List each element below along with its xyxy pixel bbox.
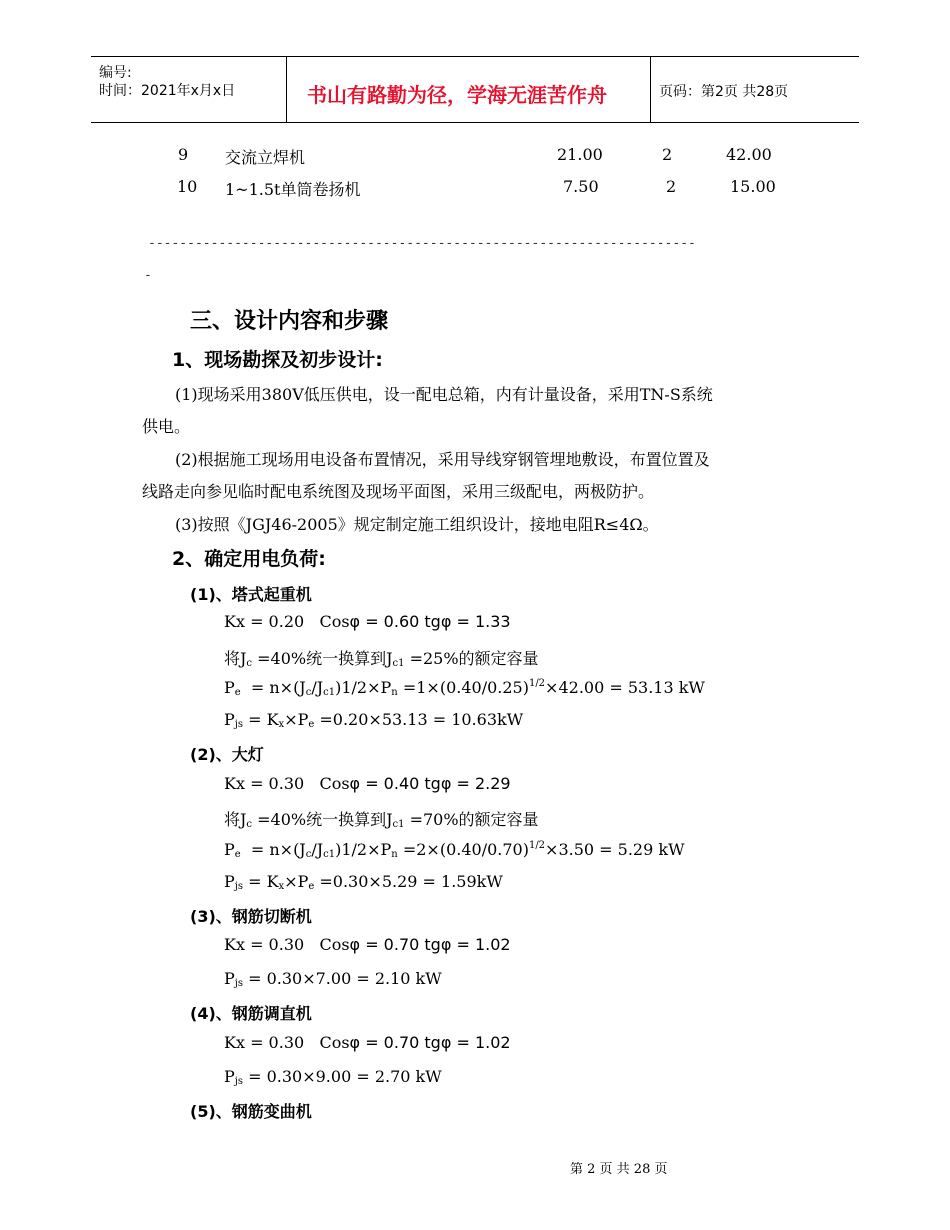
text: )1/2×P: [335, 678, 392, 697]
text: e: [234, 849, 241, 860]
text: 将J: [224, 810, 247, 829]
pjs-formula: [224, 969, 442, 989]
text: /J: [311, 678, 324, 697]
cos-value: φ = 0.70 tgφ = 1.02: [349, 935, 511, 954]
text: n: [391, 849, 398, 860]
subsection-title: 1、现场勘探及初步设计:: [172, 349, 383, 371]
text: js: [234, 1076, 243, 1087]
text: = K: [248, 710, 279, 729]
kx-value: Kx = 0.30: [224, 774, 305, 793]
section-title: 三、设计内容和步骤: [190, 309, 389, 334]
text: c1: [323, 687, 336, 698]
pe-formula: [224, 678, 705, 698]
text: = 0.30×9.00 = 2.70 kW: [248, 1067, 442, 1086]
header-top-rule: [91, 56, 859, 57]
text: x: [278, 719, 285, 730]
text: js: [234, 978, 243, 989]
convert-line: [224, 646, 539, 669]
text: 1/2: [528, 678, 546, 689]
kx-value: Kx = 0.30: [224, 935, 305, 954]
dashed-separator-tail: -: [144, 268, 152, 283]
text: P: [224, 840, 235, 859]
item-title: (1)、塔式起重机: [190, 585, 312, 604]
table-row-no: 10: [177, 177, 198, 196]
text: P: [224, 678, 235, 697]
convert-line: [224, 807, 539, 830]
text: = K: [248, 872, 279, 891]
table-row-power: 21.00: [557, 145, 603, 164]
cos-label: Cos: [319, 935, 350, 954]
text: P: [224, 710, 235, 729]
text: = 0.30×7.00 = 2.10 kW: [248, 969, 442, 988]
cos-label: Cos: [319, 774, 350, 793]
table-row-total: 42.00: [726, 145, 772, 164]
paragraph: (2)根据施工现场用电设备布置情况，采用导线穿钢管埋地敷设，布置位置及: [175, 450, 710, 469]
text: n: [391, 687, 398, 698]
text: = n×(J: [250, 678, 306, 697]
cos-label: Cos: [319, 1033, 350, 1052]
text: c1: [392, 819, 405, 830]
text: 将J: [224, 649, 247, 668]
text: =1×(0.40/0.25): [402, 678, 529, 697]
text: ×P: [284, 872, 309, 891]
text: =70%的额定容量: [409, 810, 539, 829]
text: x: [278, 881, 285, 892]
pe-formula: [224, 840, 685, 860]
text: =0.30×5.29 = 1.59kW: [319, 872, 503, 891]
text: e: [234, 687, 241, 698]
footer-page-number: 第 2 页 共 28 页: [570, 1162, 668, 1177]
table-row-total: 15.00: [730, 177, 776, 196]
kx-line: [224, 612, 511, 631]
table-row-qty: 2: [662, 145, 673, 164]
paragraph: 线路走向参见临时配电系统图及现场平面图，采用三级配电，两极防护。: [142, 482, 655, 501]
text: P: [224, 872, 235, 891]
text: 1/2: [528, 840, 546, 851]
cos-value: φ = 0.40 tgφ = 2.29: [349, 774, 511, 793]
kx-line: [224, 935, 511, 954]
kx-line: [224, 774, 511, 793]
cos-value: φ = 0.60 tgφ = 1.33: [349, 612, 511, 631]
text: =0.20×53.13 = 10.63kW: [319, 710, 524, 729]
text: =25%的额定容量: [409, 649, 539, 668]
paragraph: (3)按照《JGJ46-2005》规定制定施工组织设计，接地电阻R≤4Ω。: [175, 515, 659, 534]
cos-label: Cos: [319, 612, 350, 631]
header-motto: 书山有路勤为径，学海无涯苦作舟: [307, 83, 607, 107]
text: js: [234, 719, 243, 730]
text: ×42.00 = 53.13 kW: [545, 678, 705, 697]
text: =2×(0.40/0.70): [402, 840, 529, 859]
header-bottom-rule: [91, 122, 859, 123]
paragraph: 供电。: [142, 417, 191, 436]
header-page-info: 页码：第2页 共28页: [659, 84, 789, 100]
table-row-name: 交流立焊机: [225, 148, 306, 167]
pjs-formula: [224, 710, 523, 730]
text: P: [224, 1067, 235, 1086]
text: c: [305, 687, 312, 698]
table-row-power: 7.50: [563, 177, 599, 196]
text: c1: [323, 849, 336, 860]
text: e: [308, 881, 315, 892]
header-divider-left: [286, 56, 287, 122]
text: P: [224, 969, 235, 988]
text: = n×(J: [250, 840, 306, 859]
text: =40%统一换算到J: [257, 810, 393, 829]
dashed-separator: ----------------------------------------------------------------------: [148, 236, 696, 251]
text: e: [308, 719, 315, 730]
text: )1/2×P: [335, 840, 392, 859]
table-row-qty: 2: [666, 177, 677, 196]
text: c1: [392, 658, 405, 669]
kx-line: [224, 1033, 511, 1052]
text: c: [246, 819, 253, 830]
subsection-title: 2、确定用电负荷:: [172, 548, 326, 570]
text: ×3.50 = 5.29 kW: [545, 840, 685, 859]
cos-value: φ = 0.70 tgφ = 1.02: [349, 1033, 511, 1052]
pjs-formula: [224, 1067, 442, 1087]
item-title: (3)、钢筋切断机: [190, 907, 312, 926]
text: js: [234, 881, 243, 892]
text: c: [246, 658, 253, 669]
table-row-no: 9: [178, 145, 189, 164]
pjs-formula: [224, 872, 503, 892]
item-title: (4)、钢筋调直机: [190, 1004, 312, 1023]
text: ×P: [284, 710, 309, 729]
header-time-label: 时间：2021年x月x日: [99, 83, 236, 99]
item-title: (2)、大灯: [190, 745, 264, 764]
text: =40%统一换算到J: [257, 649, 393, 668]
header-divider-right: [650, 56, 651, 122]
header-code-label: 编号:: [99, 65, 132, 81]
kx-value: Kx = 0.20: [224, 612, 305, 631]
paragraph: (1)现场采用380V低压供电，设一配电总箱，内有计量设备，采用TN-S系统: [175, 385, 713, 404]
table-row-name: 1~1.5t单筒卷扬机: [225, 180, 361, 199]
item-title: (5)、钢筋变曲机: [190, 1102, 312, 1121]
kx-value: Kx = 0.30: [224, 1033, 305, 1052]
text: /J: [311, 840, 324, 859]
text: c: [305, 849, 312, 860]
